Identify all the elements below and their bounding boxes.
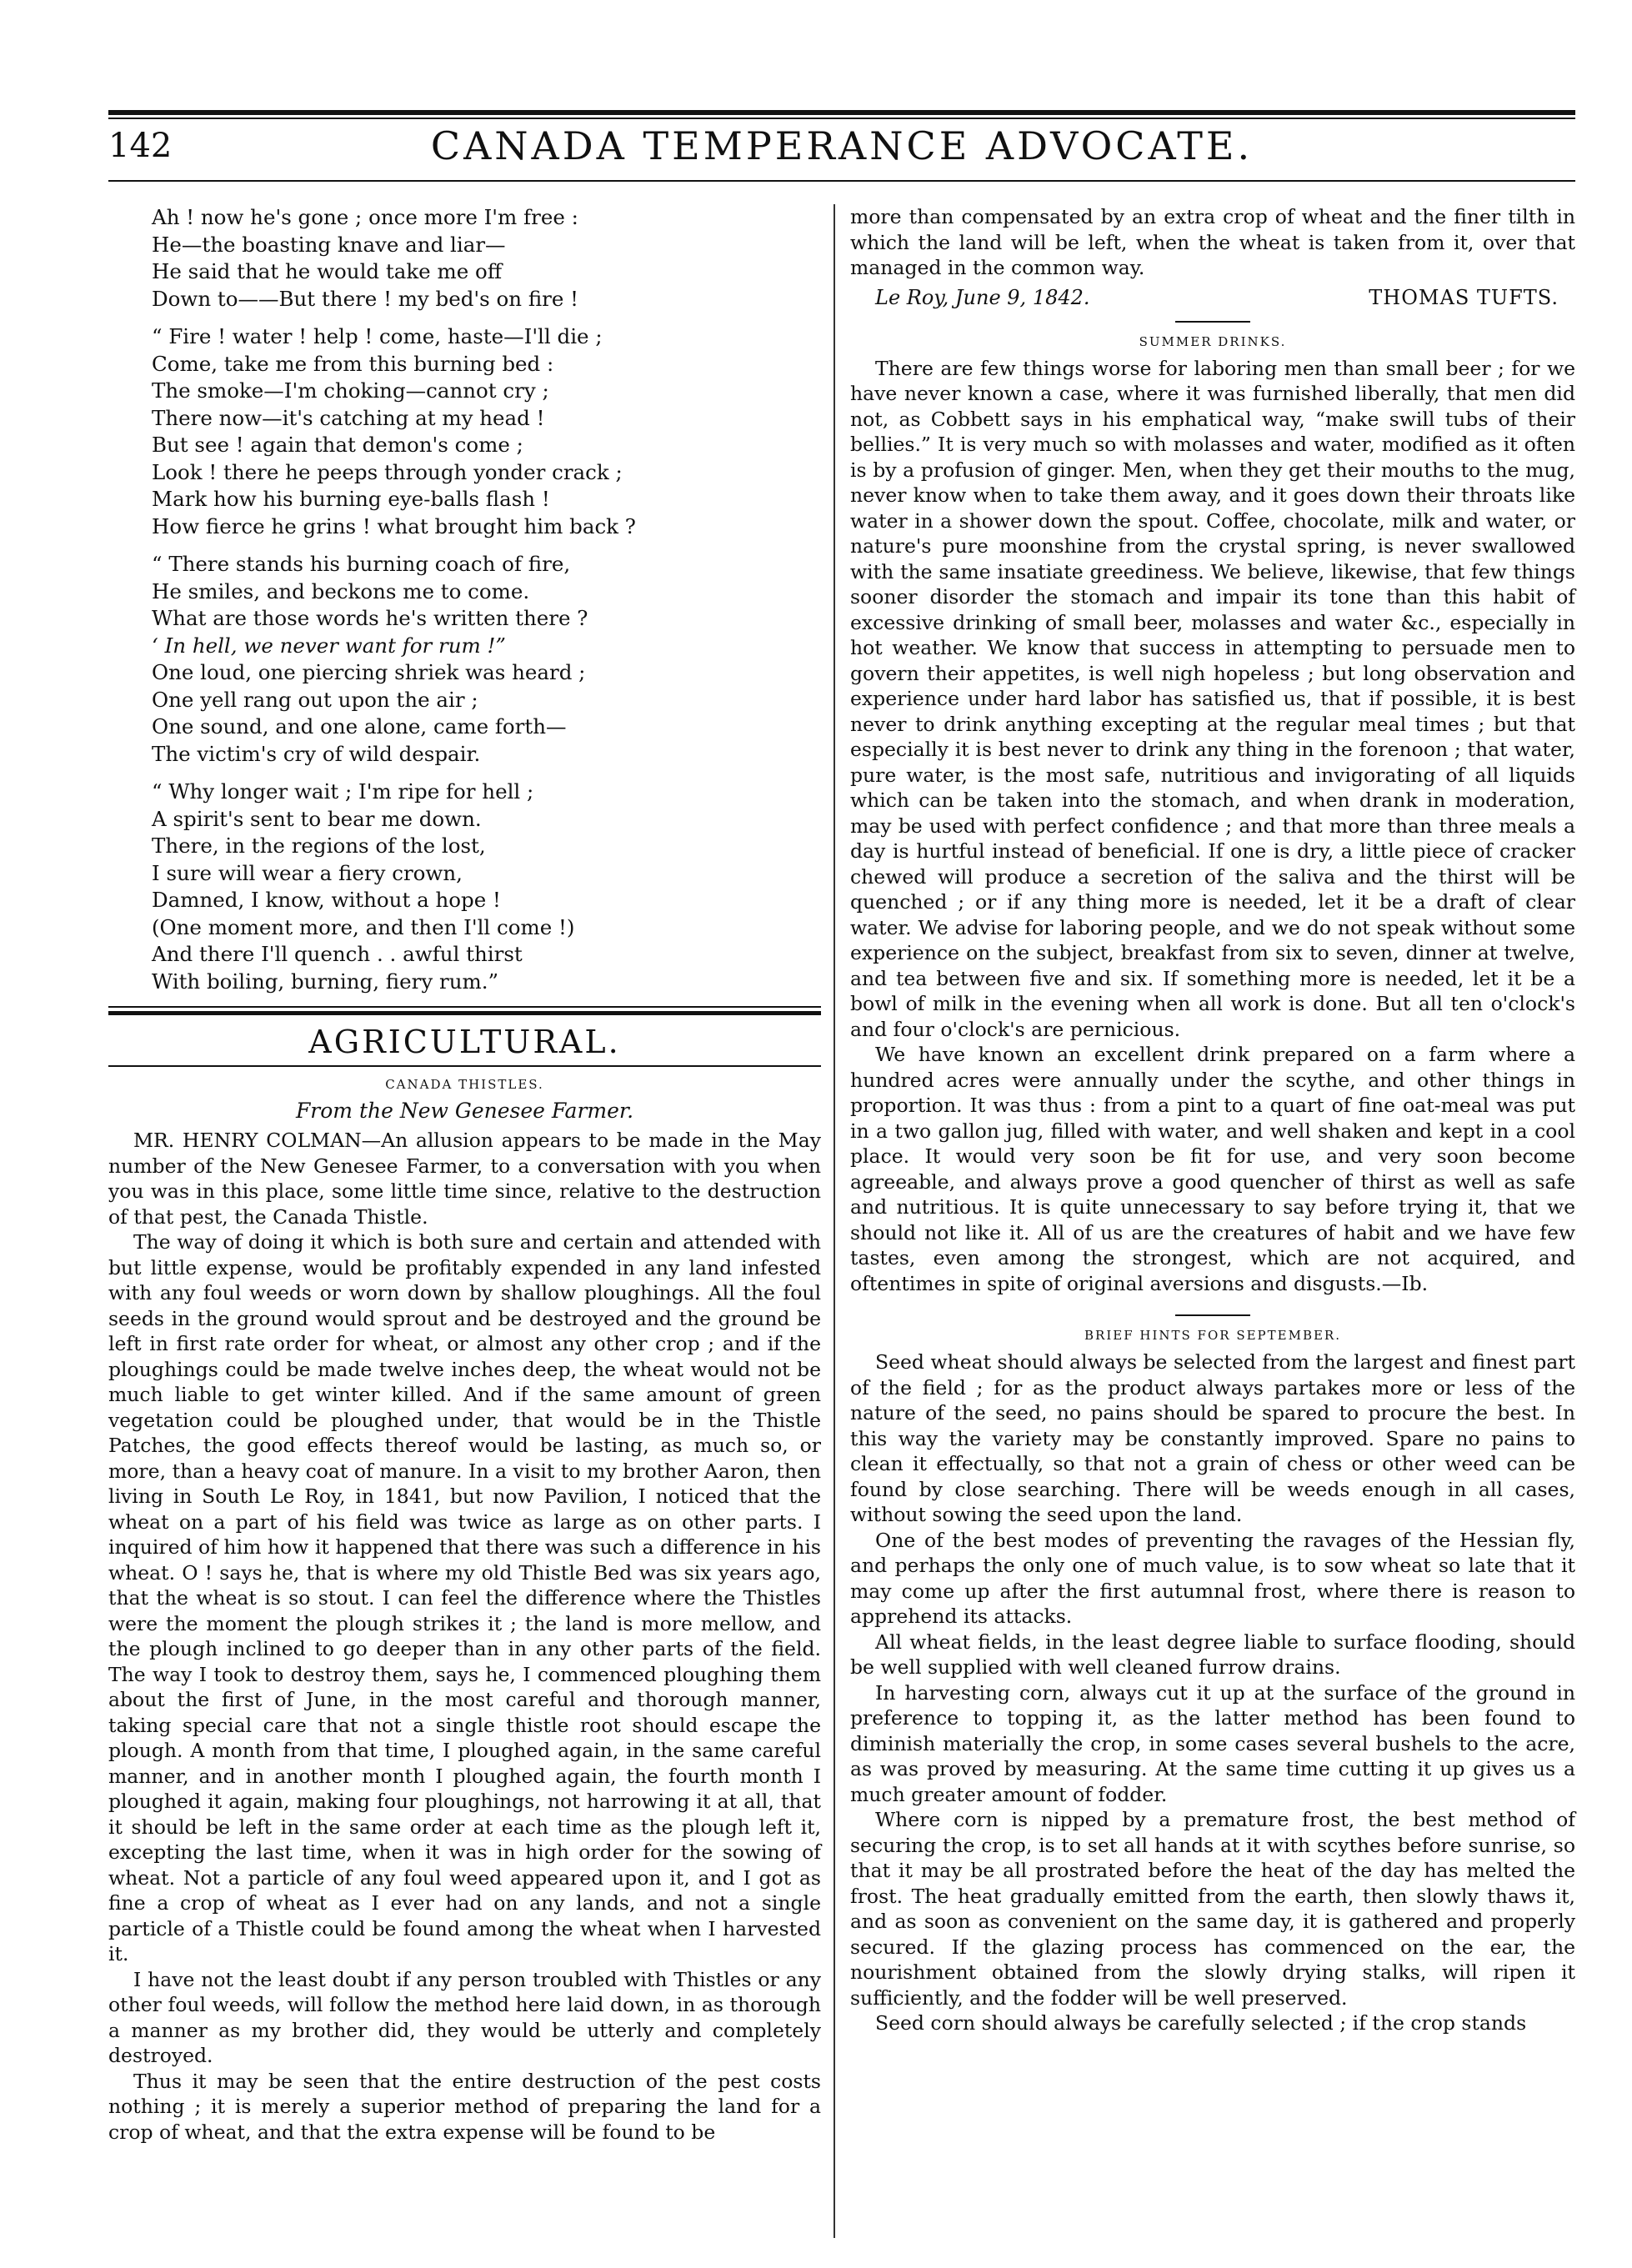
left-column xyxy=(108,204,821,2145)
poem-line: (One moment more, and then I'll come !) xyxy=(152,914,575,939)
article-title: BRIEF HINTS FOR SEPTEMBER. xyxy=(1084,1328,1341,1343)
article-body xyxy=(850,356,1575,1297)
poem-line: A spirit's sent to bear me down. xyxy=(152,806,482,831)
article-paragraph: One of the best modes of preventing the ravages of the Hessian fly, and perhaps the only one of much value, is to sow wheat so late that it may come up after the first autumnal frost, where there is reason to apprehend its attacks. xyxy=(850,1528,1575,1628)
article-paragraph: The way of doing it which is both sure and certain and attended with but little expense, would be profitably expended in any land infested with any foul weeds or worn down by shallow ploughings. All the foul seeds in the ground would sprout and be destroyed and the ground be left in first rate order for wheat, or almost any other crop ; and if the ploughings could be made twelve inches deep, the wheat would not be much liable to get winter killed. And if the same amount of green vegetation could be ploughed under, that would be in the Thistle Patches, the good effects thereof would be lasting, as much so, or more, than a heavy coat of manure. In a visit to my brother Aaron, then living in South Le Roy, in 1841, but now Pavilion, I noticed that the wheat on a part of his field was twice as large as on other parts. I inquired of him how it happened that there was such a difference in his wheat. O ! says he, that is where my old Thistle Bed was six years ago, that the wheat is so stout. I can feel the difference where the Thistles were the moment the plough strikes it ; the land is more mellow, and the plough inclined to go deeper than in any other parts of the field. The way I took to destroy them, says he, I commenced ploughing them about the first of June, in the most careful and thorough manner, taking special care that not a single thistle root should escape the plough. A month from that time, I ploughed again, in the same careful manner, and in another month I ploughed again, the fourth month I ploughed it again, making four ploughings, not harrowing it at all, that it should be left in the same order at each time as the plough left it, excepting the last time, when it was in high order for the sowing of wheat. Not a particle of any foul weed appeared upon it, and I got as fine a crop of wheat as I ever had on any lands, and not a single particle of a Thistle could be found among the wheat when I harvested it. xyxy=(108,1230,821,1965)
poem-line: One yell rang out upon the air ; xyxy=(152,687,478,712)
poem-line: How fierce he grins ! what brought him back ? xyxy=(152,513,636,538)
section-rule-thick xyxy=(108,1011,821,1015)
article-paragraph: In harvesting corn, always cut it up at the surface of the ground in preference to topping it, as the latter method has been found to diminish materially the crop, in some cases several bushels to the acre, as was proved by measuring. At the same time cutting it up gives us a much greater amount of fodder. xyxy=(850,1680,1575,1806)
section-heading-agricultural: AGRICULTURAL. xyxy=(308,1024,621,1060)
poem-line: One sound, and one alone, came forth— xyxy=(152,714,567,738)
poem-stanza xyxy=(152,779,821,995)
poem-line: “ There stands his burning coach of fire, xyxy=(152,552,571,576)
signature-line xyxy=(850,284,1575,313)
article-paragraph: Seed wheat should always be selected from the largest and finest part of the field ; for as the product always partakes more or less of the nature of the seed, no pains should be spared to procure the best. In this way the variety may be constantly improved. Spare no pains to clean it effectually, so that not a grain of chess or other weed can be found by close searching. There will be weeds enough in all cases, without sowing the seed upon the land. xyxy=(850,1350,1575,1526)
poem-line: The smoke—I'm choking—cannot cry ; xyxy=(152,378,549,403)
section-rule xyxy=(108,1006,821,1008)
article-title: SUMMER DRINKS. xyxy=(1139,333,1287,349)
poem xyxy=(152,204,821,995)
top-rule xyxy=(108,110,1575,115)
right-column xyxy=(850,204,1575,2036)
poem-line: Ah ! now he's gone ; once more I'm free : xyxy=(152,205,578,229)
poem-line: Mark how his burning eye-balls flash ! xyxy=(152,487,550,511)
poem-line: He—the boasting knave and liar— xyxy=(152,232,506,257)
poem-line: He said that he would take me off xyxy=(152,259,503,283)
poem-line: And there I'll quench . . awful thirst xyxy=(152,942,523,966)
poem-line: With boiling, burning, fiery rum.” xyxy=(152,969,499,994)
article-paragraph: There are few things worse for laboring men than small beer ; for we have never known a case, where it was furnished liberally, that men did not, as Cobbett says in his emphatical way, “make swill tubs of their bellies.” It is very much so with molasses and water, modified as it often is by a profusion of ginger. Men, when they get their mouths to the mug, never know when to take them away, and it goes down their throats like water in a shower down the spout. Coffee, chocolate, milk and water, or nature's pure moonshine from the crystal spring, is never swallowed with the same insatiate greediness. We believe, likewise, that few things sooner disorder the stomach and impair its tone than this habit of excessive drinking of small beer, molasses and water &c., especially in hot weather. We know that success in attempting to persuade men to govern their appetites, is well nigh hopeless ; but long observation and experience under hard labor has satisfied us, that if possible, it is best never to drink anything excepting at the regular meal times ; but that especially it is best never to drink any thing in the forenoon ; that water, pure water, is the most safe, nutritious and invigorating of all liquids which can be taken into the stomach, and when drank in moderation, may be used with perfect confidence ; and that more than three meals a day is hurtful instead of beneficial. If one is dry, a little piece of cracker chewed will produce a secretion of the saliva and the thirst will be quenched ; or if any thing more is needed, let it be a draft of clear water. We advise for laboring people, and we do not speak without some experience on the subject, breakfast from six to seven, dinner at twelve, and tea between five and six. If something more is needed, let it be a bowl of milk in the evening when all work is done. But all ten o'clock's and four o'clock's are pernicious. xyxy=(850,356,1575,1041)
poem-line: Come, take me from this burning bed : xyxy=(152,351,554,376)
poem-line: He smiles, and beckons me to come. xyxy=(152,578,530,603)
poem-stanza xyxy=(152,551,821,768)
poem-stanza xyxy=(152,323,821,540)
poem-line: What are those words he's written there ? xyxy=(152,606,588,630)
date-line: Le Roy, June 9, 1842. xyxy=(875,285,1090,309)
poem-line: One loud, one piercing shriek was heard ; xyxy=(152,660,586,684)
poem-line: Down to——But there ! my bed's on fire ! xyxy=(152,286,579,311)
masthead-rule xyxy=(108,180,1575,182)
poem-line: Look ! there he peeps through yonder crack ; xyxy=(152,459,623,484)
poem-stanza xyxy=(152,204,821,313)
article-paragraph: Thus it may be seen that the entire destruction of the pest costs nothing ; it is merely a superior method of preparing the land for a crop of wheat, and that the extra expense will be found to be xyxy=(108,2069,821,2144)
short-rule xyxy=(1175,1314,1250,1316)
top-rule-thin xyxy=(108,118,1575,119)
poem-line: There now—it's catching at my head ! xyxy=(152,405,545,430)
poem-line: Damned, I know, without a hope ! xyxy=(152,888,501,912)
article-paragraph: Seed corn should always be carefully selected ; if the crop stands xyxy=(875,2011,1527,2035)
poem-line: The victim's cry of wild despair. xyxy=(152,741,481,766)
article-paragraph: MR. HENRY COLMAN—An allusion appears to be made in the May number of the New Genesee Farmer, to a conversation with you when you was in this place, some little time since, relative to the destruction of that pest, the Canada Thistle. xyxy=(108,1129,821,1229)
article-source: From the New Genesee Farmer. xyxy=(295,1099,634,1123)
poem-line: I sure will wear a fiery crown, xyxy=(152,860,463,885)
article-body xyxy=(850,1349,1575,2036)
poem-line: “ Why longer wait ; I'm ripe for hell ; xyxy=(152,779,534,804)
author-name: THOMAS TUFTS. xyxy=(1369,285,1559,309)
poem-line: “ Fire ! water ! help ! come, haste—I'll die ; xyxy=(152,324,603,348)
page-number: 142 xyxy=(108,127,173,165)
journal-title: CANADA TEMPERANCE ADVOCATE. xyxy=(430,123,1254,168)
article-paragraph: Where corn is nipped by a premature frost, the best method of securing the crop, is to set all hands at it with scythes before sunrise, so that it may be all prostrated before the heat of the day has melted the frost. The heat gradually emitted from the earth, then slowly thaws it, and as soon as convenient on the same day, it is gathered and properly secured. If the glazing process has commenced on the ear, the nourishment obtained from the slowly drying stalks, will ripen it sufficiently, and the fodder will be well preserved. xyxy=(850,1808,1575,2010)
short-rule xyxy=(1175,321,1250,323)
masthead xyxy=(108,123,1575,173)
continuation-body xyxy=(850,204,1575,281)
poem-line: But see ! again that demon's come ; xyxy=(152,433,523,457)
poem-line: There, in the regions of the lost, xyxy=(152,834,486,858)
article-paragraph: We have known an excellent drink prepared on a farm where a hundred acres were annually under the scythe, and other things in proportion. It was thus : from a pint to a quart of fine oat-meal was put in a two gallon jug, filled with water, and well shaken and kept in a cool place. It would very soon be fit for use, and very soon become agreeable, and always prove a good quencher of thirst as well as safe and nutritious. It is quite unnecessary to say before trying it, that we should not like it. All of us are the creatures of habit and we have few tastes, even among the strongest, which are not acquired, and oftentimes in spite of original aversions and disgusts.—Ib. xyxy=(850,1043,1575,1295)
poem-line: ‘ In hell, we never want for rum !” xyxy=(152,633,506,658)
article-title: CANADA THISTLES. xyxy=(385,1077,544,1092)
section-rule xyxy=(108,1065,821,1067)
article-paragraph: All wheat fields, in the least degree liable to surface flooding, should be well supplied with well cleaned furrow drains. xyxy=(850,1630,1575,1679)
article-body xyxy=(108,1128,821,2145)
continuation-paragraph: more than compensated by an extra crop of wheat and the finer tilth in which the land will be left, when the wheat is taken from it, over that managed in the common way. xyxy=(850,205,1575,279)
article-paragraph: I have not the least doubt if any person troubled with Thistles or any other foul weeds, will follow the method here laid down, in as thorough a manner as my brother did, they would be utterly and completely destroyed. xyxy=(108,1967,821,2067)
column-divider xyxy=(834,204,835,2238)
